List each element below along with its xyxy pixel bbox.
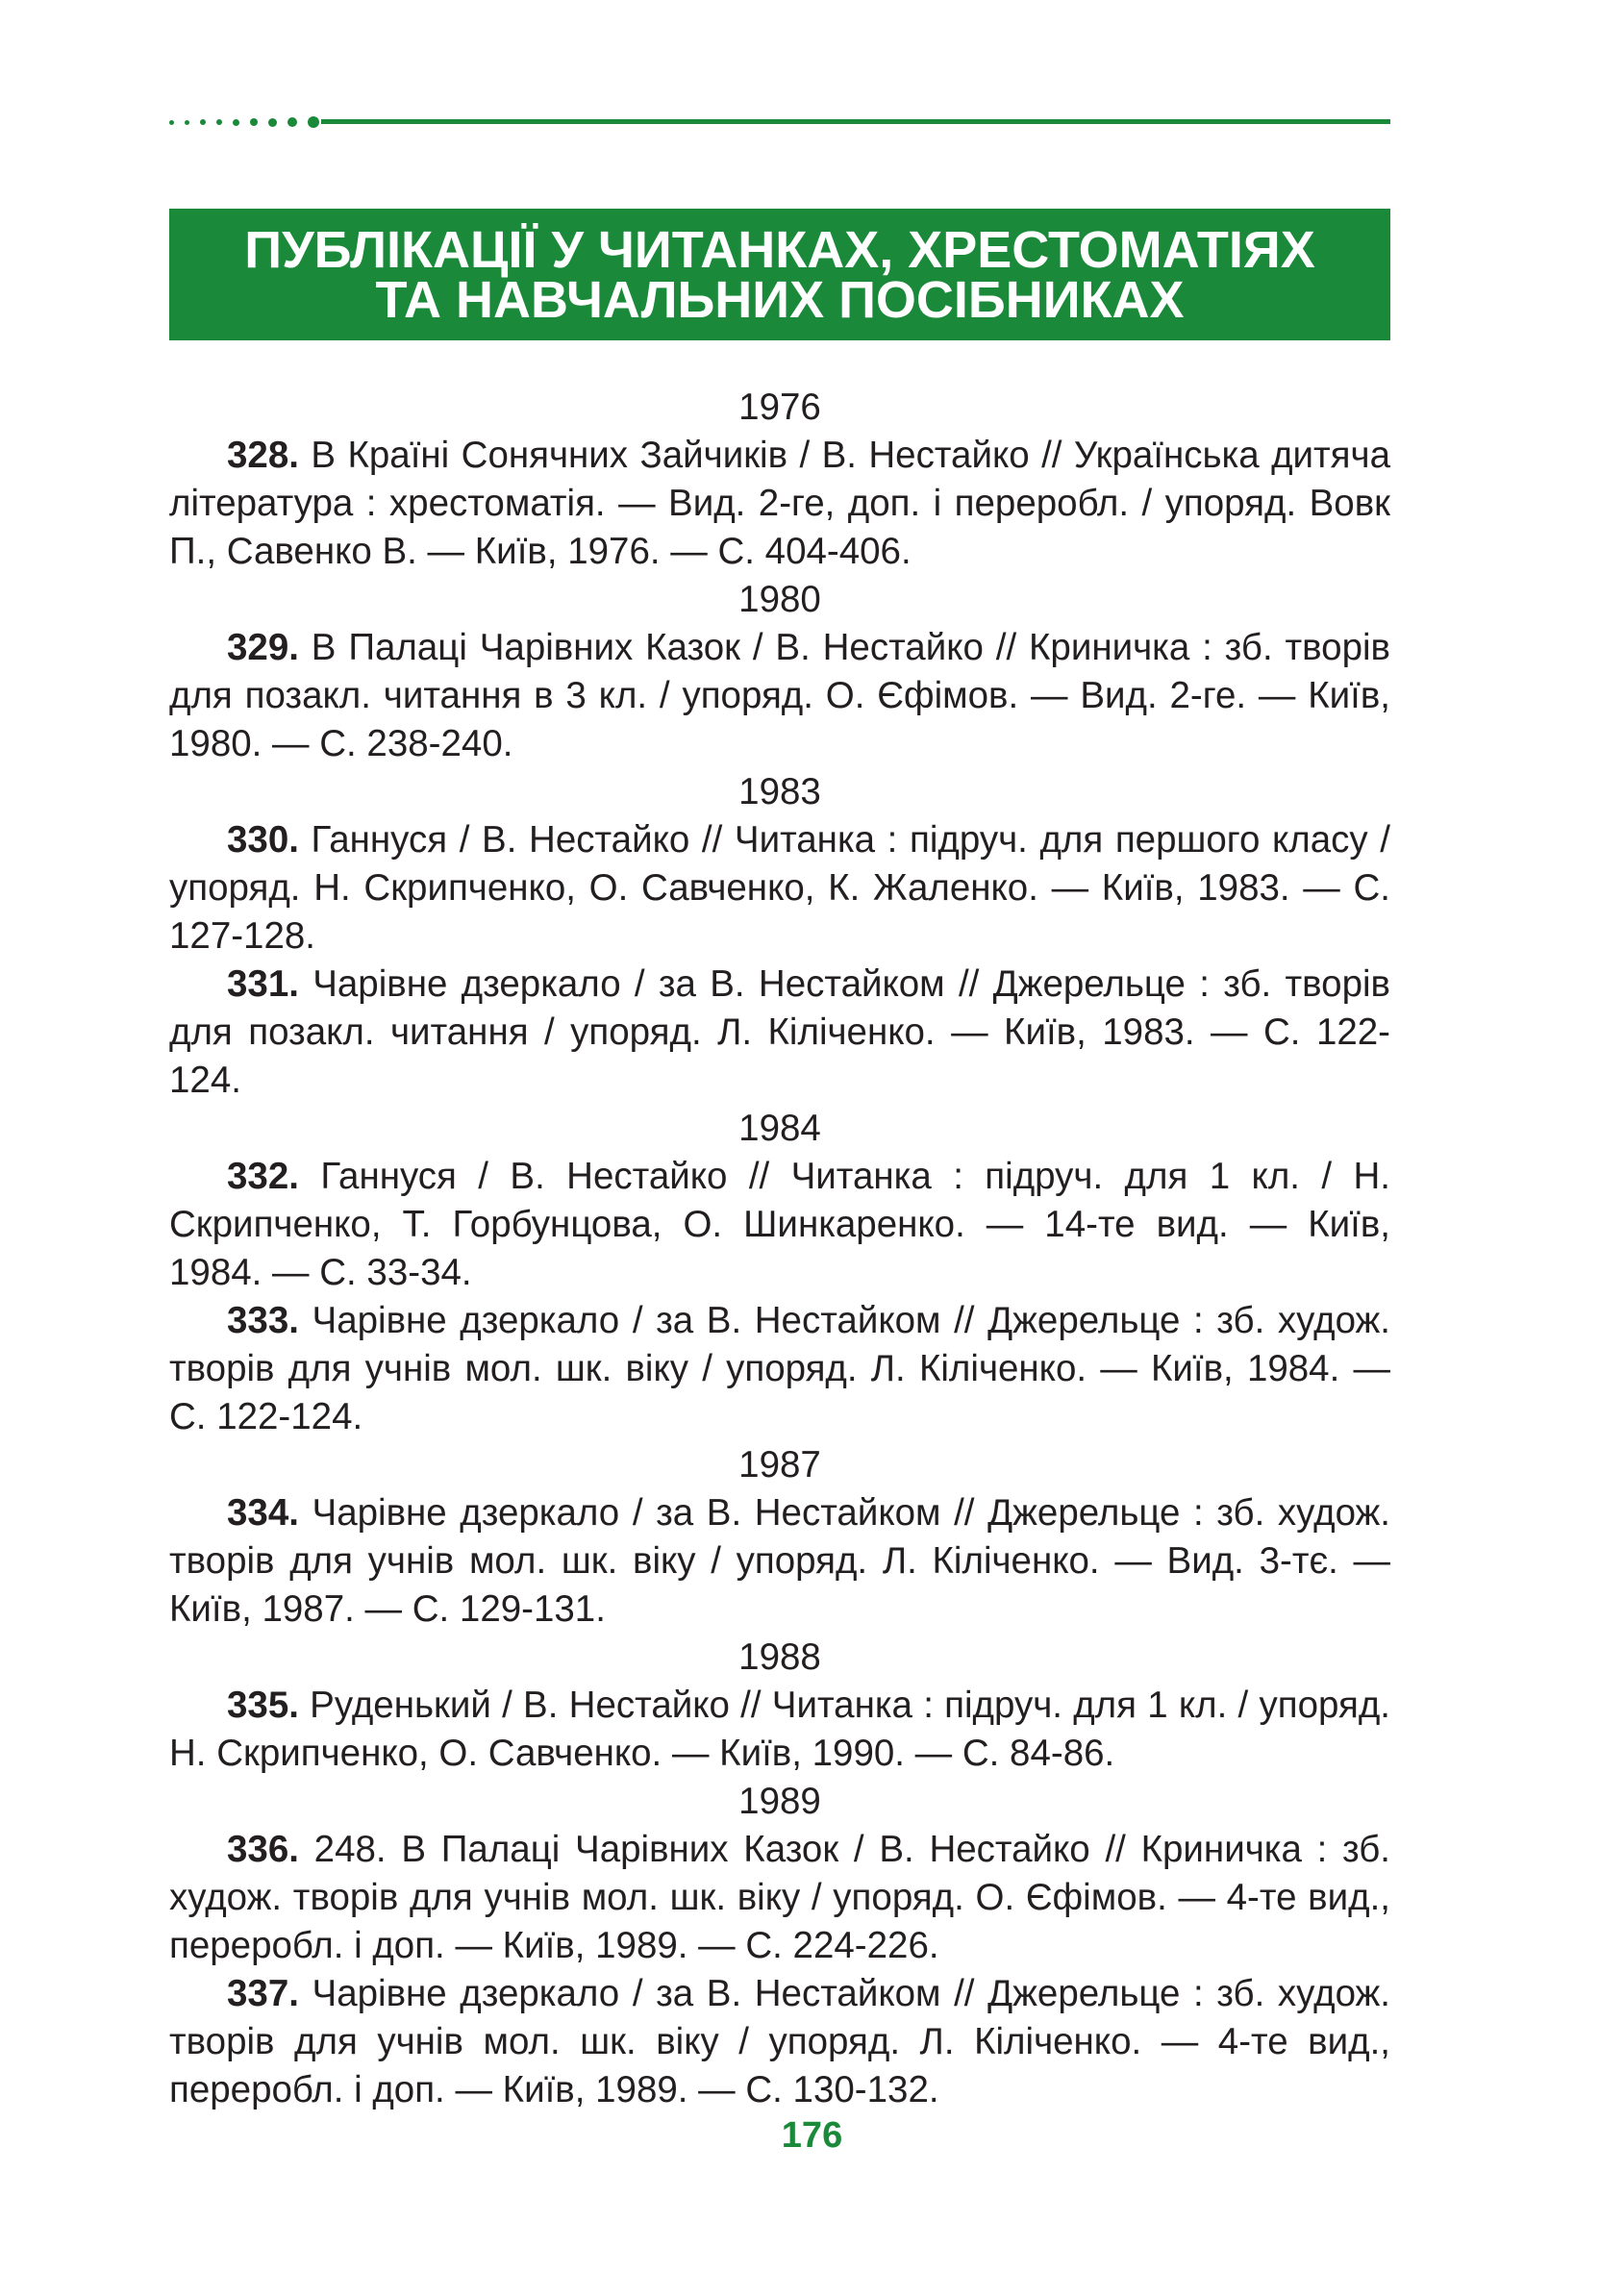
year-heading: 1976 — [738, 387, 821, 428]
bibliography-entry — [169, 816, 1390, 961]
dot-icon — [185, 120, 189, 125]
bibliography-entry — [169, 432, 1390, 576]
entry-text: Ганнуся / В. Нестайко // Читанка : підруч. для 1 кл. / Н. Скрипченко, Т. Горбунцова, О. Шинкаренко. — 14-те вид. — Київ, 1984. — С. 33-34. — [169, 1156, 1390, 1293]
year-heading: 1983 — [738, 771, 821, 812]
entry-number: 335. — [227, 1685, 299, 1726]
dot-icon — [233, 119, 239, 126]
entry-text: Ганнуся / В. Нестайко // Читанка : підруч. для першого класу / упоряд. Н. Скрипченко, О. Савченко, К. Жаленко. — Київ, 1983. — С. 127-128. — [169, 819, 1390, 957]
entry-number: 330. — [227, 819, 299, 861]
entry-text: 248. В Палаці Чарівних Казок / В. Нестайко // Криничка : зб. худож. творів для учнів мол. шк. віку / упоряд. О. Єфімов. — 4-те вид., переробл. і доп. — Київ, 1989. — С. 224-226. — [169, 1829, 1390, 1966]
year-heading: 1989 — [738, 1781, 821, 1822]
bibliography-entry — [169, 1682, 1390, 1778]
year-heading: 1980 — [738, 579, 821, 620]
entry-number: 331. — [227, 963, 299, 1005]
entry-text: Чарівне дзеркало / за В. Нестайком // Джерельце : зб. худож. творів для учнів мол. шк. віку / упоряд. Л. Кіліченко. — Київ, 1984. — С. 122-124. — [169, 1300, 1390, 1437]
dot-icon — [216, 119, 222, 125]
entry-number: 328. — [227, 435, 299, 476]
dot-icon — [250, 118, 258, 126]
dot-icon — [287, 117, 297, 127]
dot-icon — [308, 116, 319, 128]
year-heading: 1988 — [738, 1636, 821, 1678]
entry-text: Руденький / В. Нестайко // Читанка : підруч. для 1 кл. / упоряд. Н. Скрипченко, О. Савченко. — Київ, 1990. — С. 84-86. — [169, 1685, 1390, 1774]
section-title-line-2: ТА НАВЧАЛЬНИХ ПОСІБНИКАХ — [375, 270, 1185, 329]
entry-text: Чарівне дзеркало / за В. Нестайком // Джерельце : зб. творів для позакл. читання / упоряд. Л. Кіліченко. — Київ, 1983. — С. 122-124. — [169, 963, 1390, 1101]
header-dot-rule — [169, 116, 330, 128]
entry-number: 337. — [227, 1973, 299, 2014]
entry-number: 336. — [227, 1829, 299, 1870]
bibliography-entry — [169, 1297, 1390, 1441]
bibliography-entry — [169, 1489, 1390, 1634]
dot-icon — [200, 119, 206, 125]
entry-text: Чарівне дзеркало / за В. Нестайком // Джерельце : зб. худож. творів для учнів мол. шк. віку / упоряд. Л. Кіліченко. — Вид. 3-тє. — Київ, 1987. — С. 129-131. — [169, 1492, 1390, 1630]
entry-number: 333. — [227, 1300, 299, 1341]
entry-number: 332. — [227, 1156, 299, 1197]
page-number: 176 — [781, 2115, 843, 2156]
bibliography-list — [169, 384, 1390, 2114]
bibliography-entry — [169, 1970, 1390, 2114]
year-heading: 1987 — [738, 1444, 821, 1486]
entry-text: В Палаці Чарівних Казок / В. Нестайко // Криничка : зб. творів для позакл. читання в 3 кл. / упоряд. О. Єфімов. — Вид. 2-ге. — Київ, 1980. — С. 238-240. — [169, 627, 1390, 764]
entry-text: Чарівне дзеркало / за В. Нестайком // Джерельце : зб. худож. творів для учнів мол. шк. віку / упоряд. Л. Кіліченко. — 4-те вид., переробл. і доп. — Київ, 1989. — С. 130-132. — [169, 1973, 1390, 2110]
bibliography-entry — [169, 624, 1390, 768]
bibliography-entry — [169, 1153, 1390, 1297]
year-heading: 1984 — [738, 1108, 821, 1149]
entry-number: 329. — [227, 627, 299, 668]
section-title-banner — [169, 209, 1390, 340]
bibliography-entry — [169, 961, 1390, 1105]
entry-text: В Країні Сонячних Зайчиків / В. Нестайко // Українська дитяча література : хрестоматія. — Вид. 2-ге, доп. і переробл. / упоряд. Вовк П., Савенко В. — Київ, 1976. — С. 404-406. — [169, 435, 1390, 572]
dot-icon — [169, 120, 174, 125]
section-title-line-1: ПУБЛІКАЦІЇ У ЧИТАНКАХ, ХРЕСТОМАТІЯХ — [244, 220, 1315, 279]
header-rule-line — [321, 119, 1390, 124]
entry-number: 334. — [227, 1492, 299, 1534]
bibliography-entry — [169, 1826, 1390, 1970]
dot-icon — [268, 118, 277, 127]
